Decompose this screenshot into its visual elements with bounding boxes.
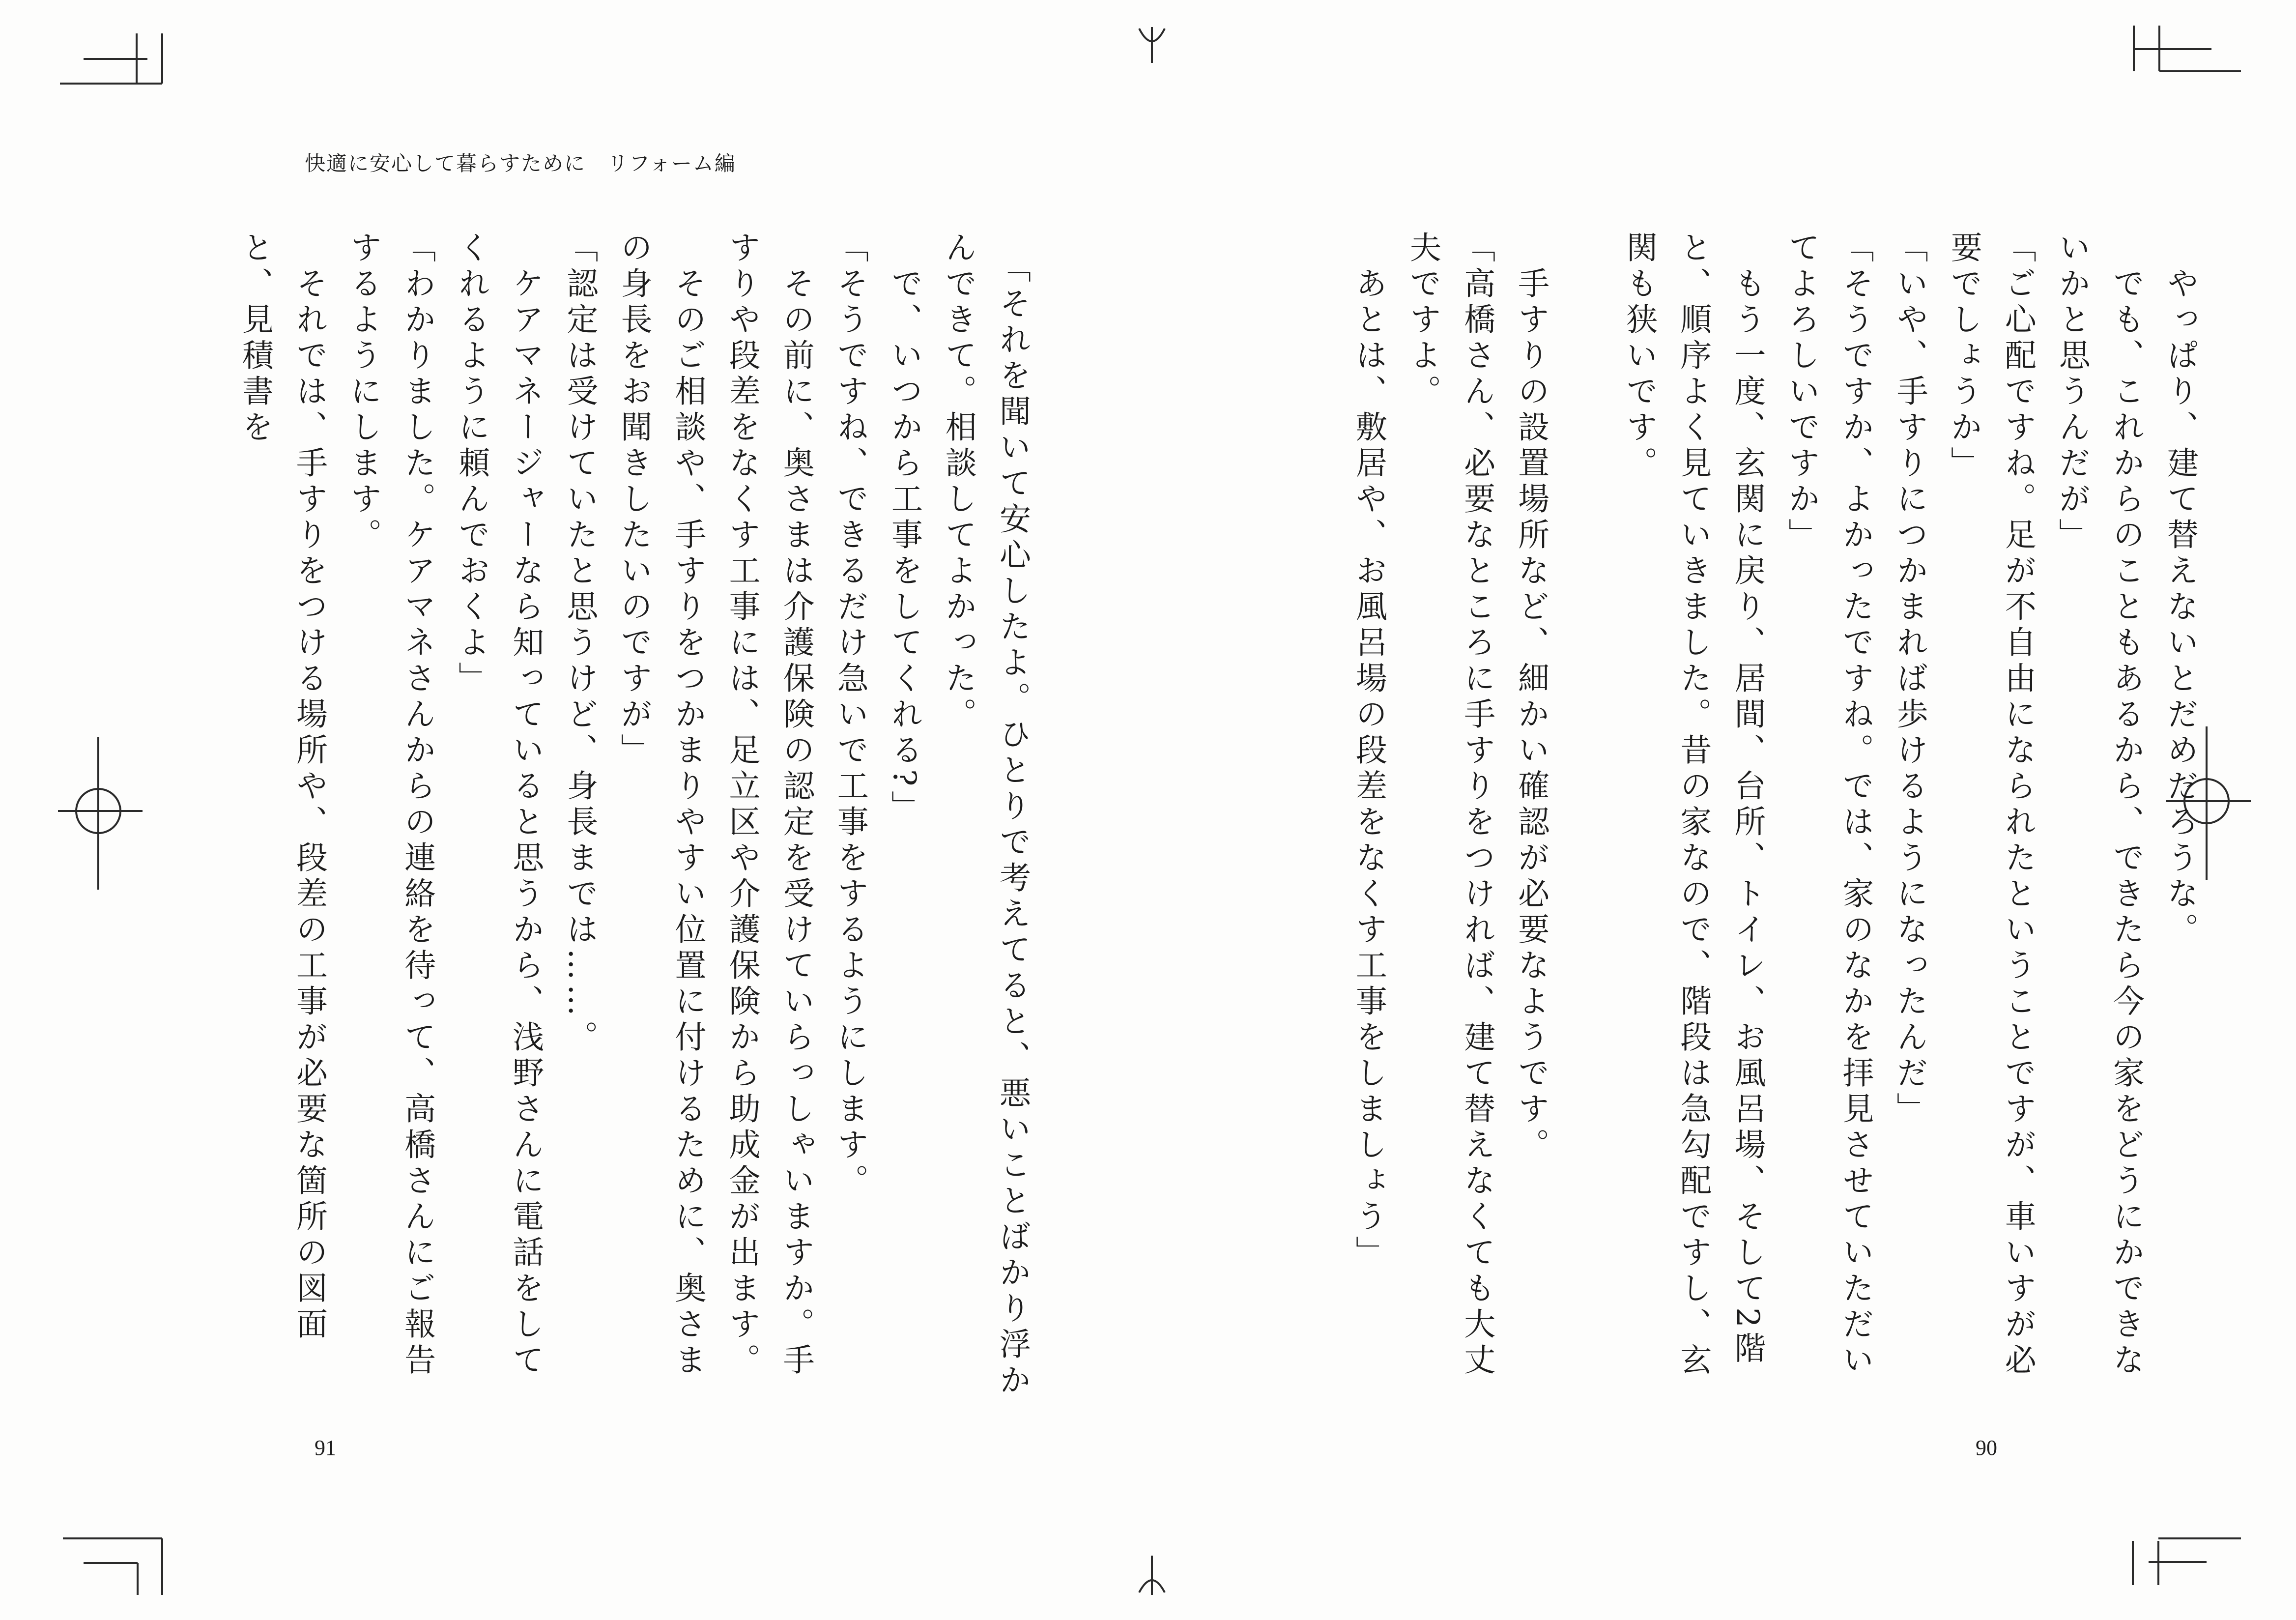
paragraph: 「そうですか、よかったですね。では、家のなかを拝見させていただいてよろしいですか」 (1783, 231, 1874, 1379)
paragraph: 「わかりました。ケアマネさんからの連絡を待って、高橋さんにご報告するようにします。 (345, 231, 436, 1379)
paragraph: 「いや、手すりにつかまれば歩けるようになったんだ」 (1891, 231, 1928, 1128)
paragraph: あとは、敷居や、お風呂場の段差をなくす工事をしましょう」 (1350, 267, 1387, 1272)
paragraph: 「それを聞いて安心したよ。ひとりで考えてると、悪いことばかり浮かんできて。相談してよかった。 (940, 231, 1031, 1399)
paragraph: でも、これからのこともあるから、できたら今の家をどうにかできないかと思うんだが」 (2053, 231, 2144, 1379)
page-number: 90 (1976, 1436, 1997, 1460)
body-text-right (1288, 231, 2207, 1411)
paragraph: それでは、手すりをつける場所や、段差の工事が必要な箇所の図面と、見積書を (236, 231, 327, 1343)
paragraph: その前に、奥さまは介護保険の認定を受けていらっしゃいますか。手すりや段差をなくす工事には、足立区や介護保険から助成金が出ます。 (723, 231, 814, 1379)
paragraph: そのご相談や、手すりをつかまりやすい位置に付けるために、奥さまの身長をお聞きしたいのですが」 (615, 231, 706, 1379)
page-number: 91 (315, 1436, 336, 1460)
paragraph: 「そうですね、できるだけ急いで工事をするようにします。 (832, 231, 868, 1200)
paragraph: で、いつから工事をしてくれる?」 (886, 267, 922, 827)
paragraph: 「認定は受けていたと思うけど、身長までは……。 (561, 231, 598, 1056)
body-text-left (236, 231, 1039, 1411)
paragraph: 「高橋さん、必要なところに手すりをつければ、建て替えなくても大丈夫ですよ。 (1404, 231, 1495, 1379)
paragraph: 手すりの設置場所など、細かい確認が必要なようです。 (1513, 267, 1550, 1164)
paragraph: ケアマネージャーなら知っていると思うから、浅野さんに電話をしてくれるように頼んでおくよ」 (453, 231, 544, 1379)
running-header: 快適に安心して暮らすために リフォーム編 (305, 151, 736, 175)
paragraph: やっぱり、建て替えないとだめだろうな。 (2162, 267, 2198, 949)
paragraph: 「ご心配ですね。足が不自由になられたということですが、車いすが必要でしょうか」 (1945, 231, 2036, 1379)
page-right (1148, 0, 2296, 1620)
paragraph: もう一度、玄関に戻り、居間、台所、トイレ、お風呂場、そして2階と、順序よく見ていきました。昔の家なので、階段は急勾配ですし、玄関も狭いです。 (1621, 231, 1766, 1379)
